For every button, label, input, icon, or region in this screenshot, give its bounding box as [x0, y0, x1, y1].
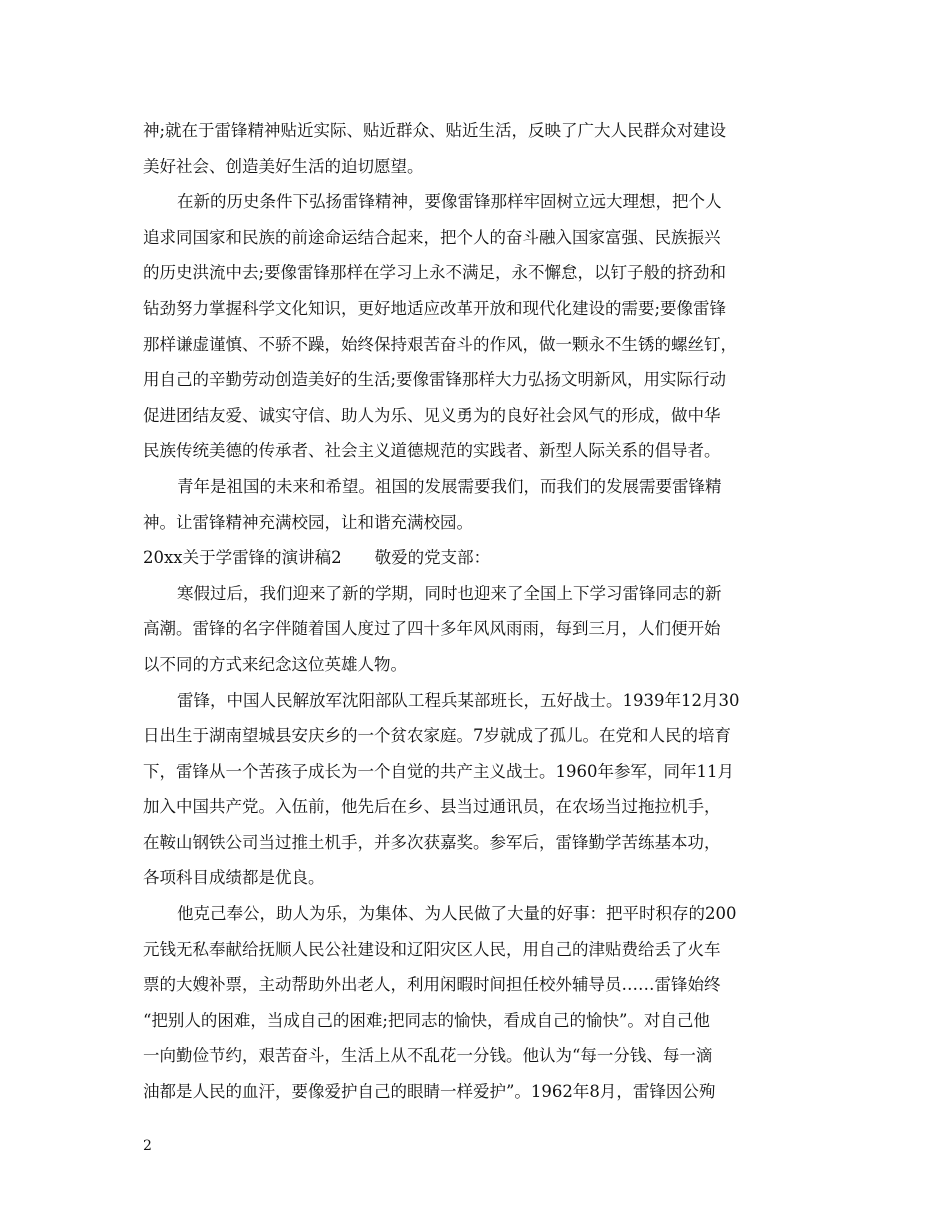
text-line: 用自己的辛勤劳动创造美好的生活;要像雷锋那样大力弘扬文明新风，用实际行动 [143, 370, 727, 390]
text-line: 以不同的方式来纪念这位英雄人物。 [143, 654, 407, 674]
page-number: 2 [143, 1138, 152, 1154]
paragraph-start-line: 他克己奉公，助人为乐，为集体、为人民做了大量的好事：把平时积存的200 [177, 904, 737, 924]
section-heading-line: 20xx关于学雷锋的演讲稿2 敬爱的党支部： [143, 548, 491, 568]
text-line: 元钱无私奉献给抚顺人民公社建设和辽阳灾区人民，用自己的津贴费给丢了火车 [143, 939, 721, 959]
text-line: 一向勤俭节约，艰苦奋斗，生活上从不乱花一分钱。他认为“每一分钱、每一滴 [143, 1046, 713, 1066]
text-line: 促进团结友爱、诚实守信、助人为乐、见义勇为的良好社会风气的形成，做中华 [143, 405, 721, 425]
page-body [143, 113, 823, 1110]
paragraph-start-line: 寒假过后，我们迎来了新的学期，同时也迎来了全国上下学习雷锋同志的新 [177, 583, 722, 603]
text-line: 钻劲努力掌握科学文化知识，更好地适应改革开放和现代化建设的需要;要像雷锋 [143, 298, 727, 318]
text-line: 的历史洪流中去;要像雷锋那样在学习上永不满足，永不懈怠，以钉子般的挤劲和 [143, 263, 727, 283]
text-line: “把别人的困难，当成自己的困难;把同志的愉快，看成自己的愉快”。对自己他 [143, 1010, 710, 1030]
text-line: 油都是人民的血汗，要像爱护自己的眼睛一样爱护”。1962年8月，雷锋因公殉 [143, 1082, 716, 1102]
text-line: 加入中国共产党。入伍前，他先后在乡、县当过通讯员，在农场当过拖拉机手， [143, 797, 721, 817]
text-line: 高潮。雷锋的名字伴随着国人度过了四十多年风风雨雨，每到三月，人们便开始 [143, 619, 721, 639]
text-line: 日出生于湖南望城县安庆乡的一个贫农家庭。7岁就成了孤儿。在党和人民的培育 [143, 726, 731, 746]
text-line: 下，雷锋从一个苦孩子成长为一个自觉的共产主义战士。1960年参军，同年11月 [143, 761, 734, 781]
text-line: 民族传统美德的传承者、社会主义道德规范的实践者、新型人际关系的倡导者。 [143, 441, 721, 461]
text-line: 票的大嫂补票，主动帮助外出老人，利用闲暇时间担任校外辅导员……雷锋始终 [143, 975, 721, 995]
text-line: 在鞍山钢铁公司当过推土机手，并多次获嘉奖。参军后，雷锋勤学苦练基本功， [143, 832, 721, 852]
paragraph-start-line: 雷锋，中国人民解放军沈阳部队工程兵某部班长，五好战士。1939年12月30 [177, 690, 740, 710]
text-line: 美好社会、创造美好生活的迫切愿望。 [143, 156, 424, 176]
text-line: 那样谦虚谨慎、不骄不躁，始终保持艰苦奋斗的作风，做一颗永不生锈的螺丝钉， [143, 334, 737, 354]
text-line: 神;就在于雷锋精神贴近实际、贴近群众、贴近生活，反映了广大人民群众对建设 [143, 121, 727, 140]
paragraph-start-line: 青年是祖国的未来和希望。祖国的发展需要我们，而我们的发展需要雷锋精 [177, 476, 722, 496]
text-line: 神。让雷锋精神充满校园，让和谐充满校园。 [143, 512, 473, 532]
text-line: 追求同国家和民族的前途命运结合起来，把个人的奋斗融入国家富强、民族振兴 [143, 227, 721, 247]
paragraph-start-line: 在新的历史条件下弘扬雷锋精神，要像雷锋那样牢固树立远大理想，把个人 [177, 192, 722, 212]
text-line: 各项科目成绩都是优良。 [143, 868, 325, 888]
